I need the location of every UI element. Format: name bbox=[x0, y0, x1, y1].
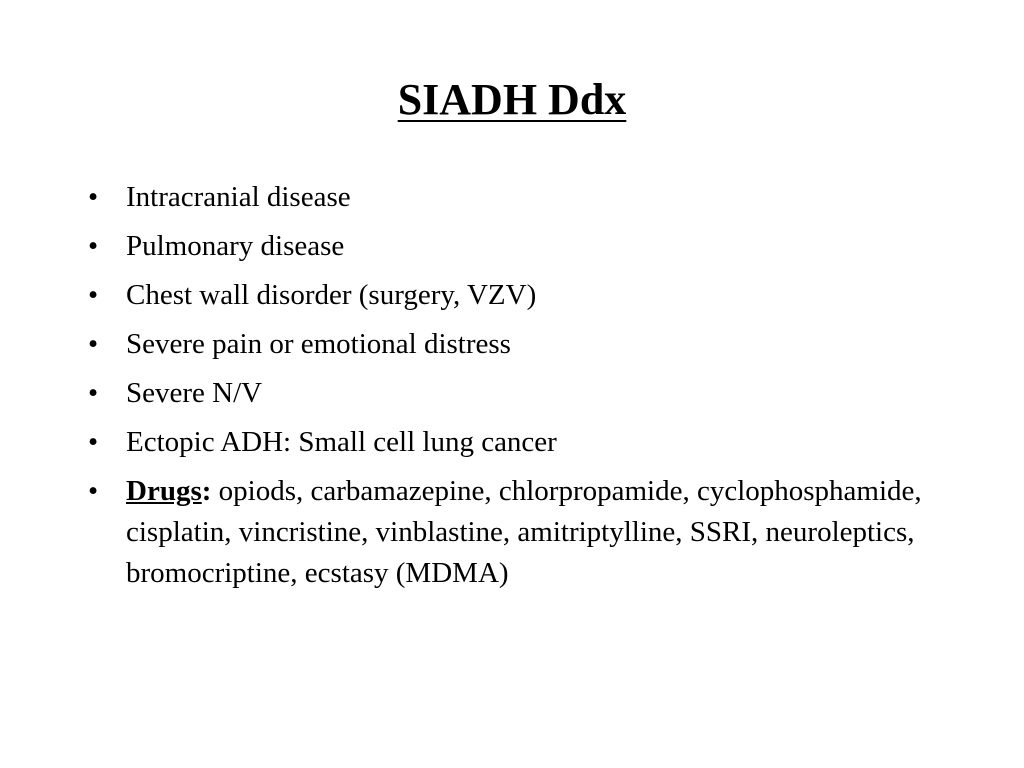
list-item bbox=[88, 177, 948, 218]
bullet-icon: • bbox=[88, 279, 99, 311]
bullet-icon: • bbox=[88, 230, 99, 262]
drugs-text: opiods, carbamazepine, chlorpropamide, cyclophosphamide, cisplatin, vincristine, vinblastine, amitriptylline, SSRI, neuroleptics, bromocriptine, ecstasy (MDMA) bbox=[126, 475, 922, 589]
bullet-icon: • bbox=[88, 181, 99, 213]
list-item-text: Chest wall disorder (surgery, VZV) bbox=[126, 279, 537, 311]
drugs-colon: : bbox=[201, 475, 212, 507]
bullet-icon: • bbox=[88, 426, 99, 458]
list-item-drugs bbox=[88, 471, 948, 594]
bullet-list bbox=[88, 177, 948, 602]
list-item-text: Pulmonary disease bbox=[126, 230, 345, 262]
list-item-text: Severe N/V bbox=[126, 377, 263, 409]
list-item bbox=[88, 324, 948, 365]
slide-title: SIADH Ddx bbox=[397, 75, 627, 124]
list-item bbox=[88, 422, 948, 463]
list-item bbox=[88, 373, 948, 414]
list-item-text: Severe pain or emotional distress bbox=[126, 328, 511, 360]
bullet-icon: • bbox=[88, 328, 99, 360]
list-item bbox=[88, 275, 948, 316]
list-item bbox=[88, 226, 948, 267]
list-item-text: Intracranial disease bbox=[126, 181, 351, 213]
drugs-label: Drugs bbox=[126, 475, 202, 507]
list-item-text: Ectopic ADH: Small cell lung cancer bbox=[126, 426, 557, 458]
bullet-icon: • bbox=[88, 377, 99, 409]
bullet-icon: • bbox=[88, 475, 99, 507]
